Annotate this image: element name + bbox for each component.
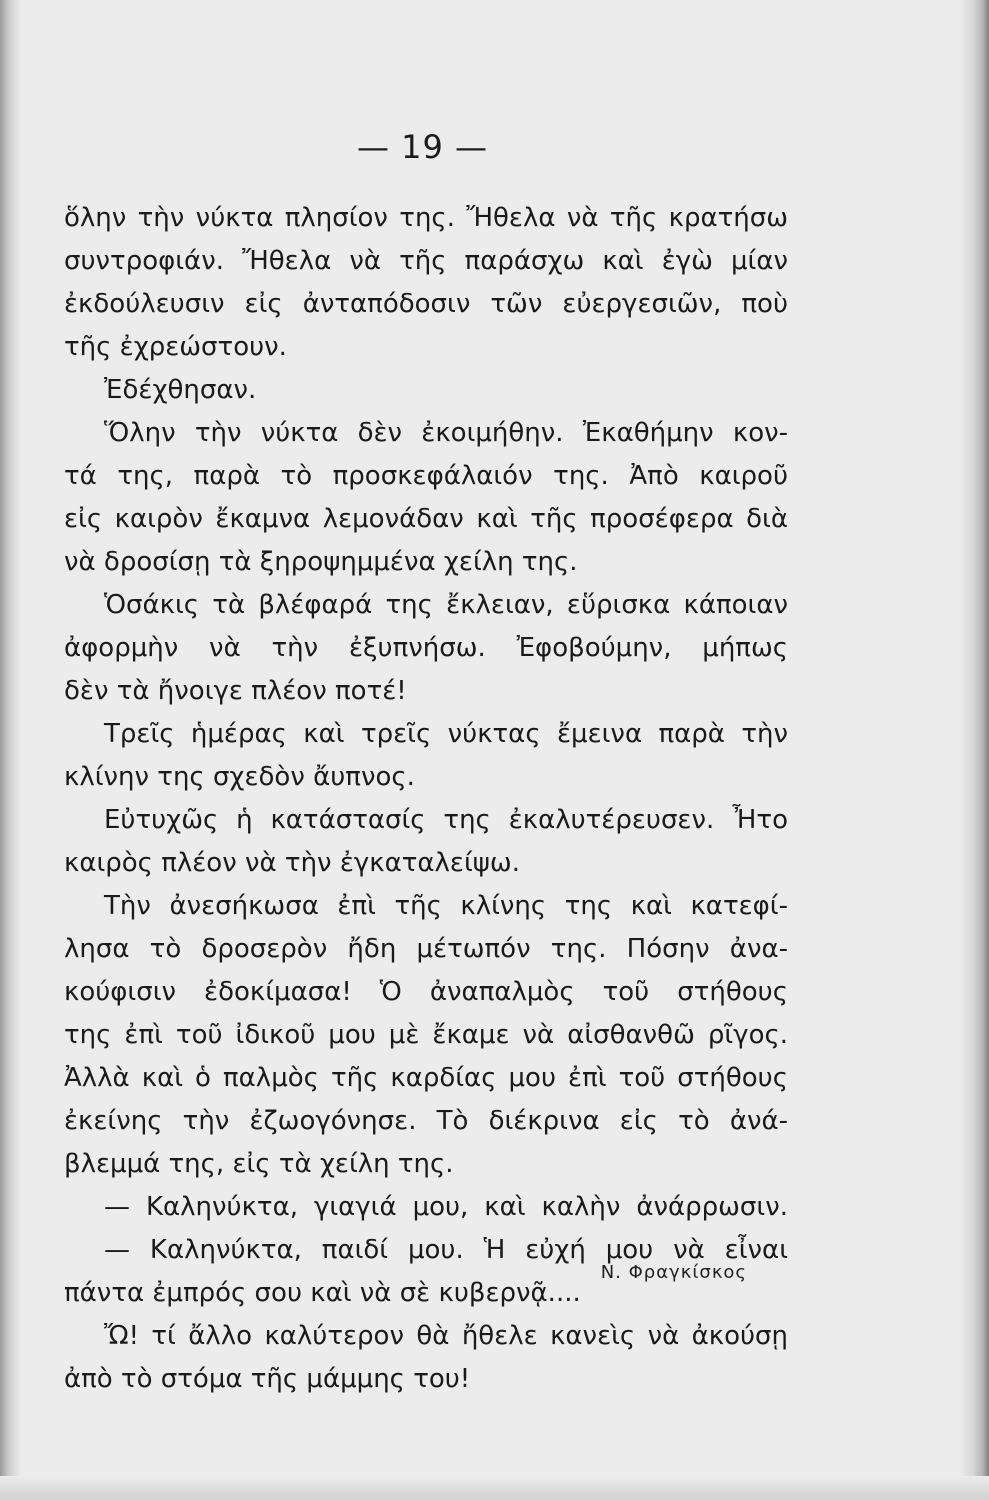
text-line: νὰ δροσίσῃ τὰ ξηροψημμένα χείλη της. — [64, 547, 578, 577]
text-line: ἀπὸ τὸ στόμα τῆς μάμμης του! — [64, 1364, 471, 1394]
text-line: πάντα ἐμπρός σου καὶ νὰ σὲ κυβερνᾷ.... — [64, 1278, 581, 1308]
text-line: δὲν τὰ ἤνοιγε πλέον ποτέ! — [64, 676, 407, 706]
text-line: εἰς καιρὸν ἔκαμνα λεμονάδαν καὶ τῆς προσέφερα διὰ — [64, 504, 788, 534]
text-line: Τρεῖς ἡμέρας καὶ τρεῖς νύκτας ἔμεινα παρὰ τὴν — [104, 719, 788, 749]
text-line: — Καληνύκτα, παιδί μου. Ἡ εὐχή μου νὰ εἶναι — [104, 1235, 788, 1265]
text-line: ὅλην τὴν νύκτα πλησίον της. Ἤθελα νὰ τῆς κρατήσω — [64, 203, 788, 233]
text-line: Ὁσάκις τὰ βλέφαρά της ἔκλειαν, εὕρισκα κάποιαν — [104, 590, 788, 620]
text-line: ἀφορμὴν νὰ τὴν ἐξυπνήσω. Ἐφοβούμην, μήπως — [64, 633, 788, 663]
author-signature: Ν. Φραγκίσκος — [600, 1262, 747, 1283]
text-line: τά της, παρὰ τὸ προσκεφάλαιόν της. Ἀπὸ καιροῦ — [64, 461, 788, 491]
page-right-edge — [959, 0, 989, 1500]
page-bottom-shadow — [0, 1476, 989, 1500]
text-line: βλεμμά της, εἰς τὰ χείλη της. — [64, 1149, 454, 1179]
text-line: Ὤ! τί ἄλλο καλύτερον θὰ ἤθελε κανεὶς νὰ ἀκούσῃ — [104, 1321, 788, 1351]
text-line: ἐκείνης τὴν ἐζωογόνησε. Τὸ διέκρινα εἰς τὸ ἀνά- — [64, 1106, 788, 1136]
text-line: λησα τὸ δροσερὸν ἤδη μέτωπόν της. Πόσην ἀνα- — [64, 934, 788, 964]
text-line: της ἐπὶ τοῦ ἰδικοῦ μου μὲ ἔκαμε νὰ αἰσθανθῶ ρῖγος. — [64, 1020, 788, 1050]
page-number: — 19 — — [356, 128, 489, 166]
text-line: Ἀλλὰ καὶ ὁ παλμὸς τῆς καρδίας μου ἐπὶ τοῦ στήθους — [64, 1063, 788, 1093]
text-line: καιρὸς πλέον νὰ τὴν ἐγκαταλείψω. — [64, 848, 520, 878]
text-line: — Καληνύκτα, γιαγιά μου, καὶ καλὴν ἀνάρρωσιν. — [104, 1192, 788, 1222]
text-line: Ὅλην τὴν νύκτα δὲν ἐκοιμήθην. Ἐκαθήμην κον- — [104, 418, 788, 448]
text-line: ἐκδούλευσιν εἰς ἀνταπόδοσιν τῶν εὐεργεσιῶν, ποὺ — [64, 289, 788, 319]
body-text — [64, 197, 788, 1401]
text-line: συντροφιάν. Ἤθελα νὰ τῆς παράσχω καὶ ἐγὼ μίαν — [64, 246, 788, 276]
text-line: Εὐτυχῶς ἡ κατάστασίς της ἐκαλυτέρευσεν. Ἦτο — [104, 805, 788, 835]
text-line: Ἐδέχθησαν. — [104, 375, 257, 405]
text-line: κούφισιν ἐδοκίμασα! Ὁ ἀναπαλμὸς τοῦ στήθους — [64, 977, 788, 1007]
text-line: Τὴν ἀνεσήκωσα ἐπὶ τῆς κλίνης της καὶ κατεφί- — [104, 891, 788, 921]
text-line: κλίνην της σχεδὸν ἄυπνος. — [64, 762, 415, 792]
page-left-edge — [0, 0, 22, 1500]
text-line: τῆς ἐχρεώστουν. — [64, 332, 287, 362]
